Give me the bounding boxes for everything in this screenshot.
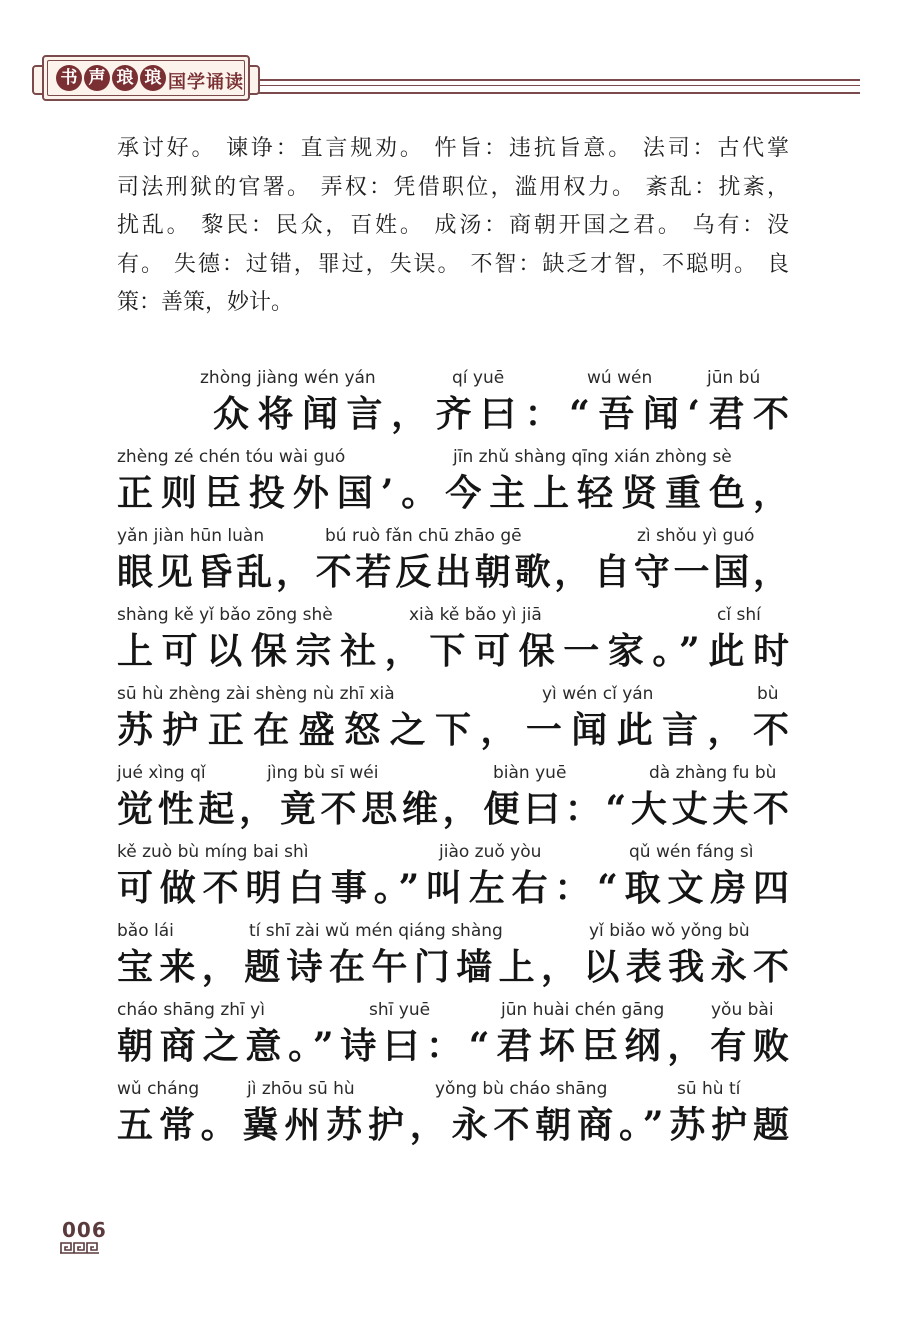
pinyin-group: yǒu bài — [711, 1000, 774, 1020]
pinyin-row — [117, 998, 789, 1022]
hanzi-row: 苏护正在盛怒之下，一闻此言，不 — [117, 709, 789, 751]
pinyin-group: jìng bù sī wéi — [267, 763, 379, 783]
pinyin-group: yǎn jiàn hūn luàn — [117, 526, 265, 546]
passage-line — [117, 603, 789, 682]
pinyin-group: bù — [757, 684, 779, 704]
passage-line — [117, 840, 789, 919]
logo-char: 琅 — [140, 65, 166, 91]
glossary-notes — [117, 130, 789, 323]
pinyin-group: dà zhàng fu bù — [649, 763, 777, 783]
notes-line: 扰乱。 黎民：民众，百姓。 成汤：商朝开国之君。 乌有：没 — [117, 213, 789, 238]
passage-line — [117, 682, 789, 761]
pinyin-group: yǒng bù cháo shāng — [435, 1079, 608, 1099]
scroll-cap-left — [32, 65, 44, 95]
pinyin-group: bú ruò fǎn chū zhāo gē — [325, 526, 522, 546]
hanzi-row: 宝来，题诗在午门墙上，以表我永不 — [117, 946, 789, 988]
pinyin-group: tí shī zài wǔ mén qiáng shàng — [249, 921, 503, 941]
notes-line: 策：善策，妙计。 — [117, 290, 294, 315]
hanzi-row: 五常。冀州苏护，永不朝商。”苏护题 — [117, 1104, 789, 1146]
pinyin-row — [117, 1077, 789, 1101]
hanzi-row: 正则臣投外国’。今主上轻贤重色， — [117, 472, 789, 514]
logo-char: 声 — [84, 65, 110, 91]
pinyin-group: wú wén — [587, 368, 653, 388]
hanzi-row: 众将闻言，齐曰：“吾闻‘君不 — [213, 393, 789, 435]
notes-line: 承讨好。 谏诤：直言规劝。 忤旨：违抗旨意。 法司：古代掌 — [117, 136, 789, 161]
passage-line — [117, 761, 789, 840]
pinyin-group: sū hù tí — [677, 1079, 741, 1099]
pinyin-group: shī yuē — [369, 1000, 431, 1020]
pinyin-group: jīn zhǔ shàng qīng xián zhòng sè — [453, 447, 732, 467]
pinyin-group: xià kě bǎo yì jiā — [409, 605, 542, 625]
pinyin-passage — [117, 366, 789, 1156]
pinyin-row — [117, 366, 789, 390]
passage-line — [117, 919, 789, 998]
pinyin-group: zhòng jiàng wén yán — [200, 368, 376, 388]
hanzi-row: 眼见昏乱，不若反出朝歌，自守一国， — [117, 551, 789, 593]
pinyin-row — [117, 603, 789, 627]
scroll-cap-right — [248, 65, 260, 95]
pinyin-group: jué xìng qǐ — [117, 763, 206, 783]
hanzi-row: 上可以保宗社，下可保一家。”此时 — [117, 630, 789, 672]
series-logo — [56, 65, 168, 91]
pinyin-group: jì zhōu sū hù — [247, 1079, 355, 1099]
pinyin-group: zì shǒu yì guó — [637, 526, 755, 546]
pinyin-group: kě zuò bù míng bai shì — [117, 842, 309, 862]
pinyin-group: wǔ cháng — [117, 1079, 200, 1099]
passage-line — [117, 1077, 789, 1156]
pinyin-group: cháo shāng zhī yì — [117, 1000, 265, 1020]
pinyin-row — [117, 919, 789, 943]
pinyin-group: jūn huài chén gāng — [501, 1000, 665, 1020]
series-title: 国学诵读 — [168, 72, 244, 93]
hanzi-row: 觉性起，竟不思维，便曰：“大丈夫不 — [117, 788, 789, 830]
logo-char: 琅 — [112, 65, 138, 91]
pinyin-group: yǐ biǎo wǒ yǒng bù — [589, 921, 750, 941]
pinyin-group: yì wén cǐ yán — [542, 684, 654, 704]
passage-line — [117, 524, 789, 603]
series-banner — [42, 55, 250, 101]
notes-line: 有。 失德：过错，罪过，失误。 不智：缺乏才智，不聪明。 良 — [117, 251, 789, 277]
logo-char: 书 — [56, 65, 82, 91]
pinyin-group: sū hù zhèng zài shèng nù zhī xià — [117, 684, 395, 704]
pinyin-row — [117, 840, 789, 864]
passage-line — [117, 998, 789, 1077]
fret-ornament-icon — [60, 1242, 100, 1254]
pinyin-row — [117, 524, 789, 548]
pinyin-group: jūn bú — [707, 368, 761, 388]
passage-line — [117, 366, 789, 445]
pinyin-group: qí yuē — [452, 368, 505, 388]
pinyin-row — [117, 761, 789, 785]
pinyin-row — [117, 445, 789, 469]
notes-line: 司法刑狱的官署。 弄权：凭借职位，滥用权力。 紊乱：扰紊， — [117, 174, 789, 200]
hanzi-row: 可做不明白事。”叫左右：“取文房四 — [117, 867, 789, 909]
pinyin-group: cǐ shí — [717, 605, 761, 625]
passage-line — [117, 445, 789, 524]
pinyin-group: shàng kě yǐ bǎo zōng shè — [117, 605, 333, 625]
page-number: 006 — [62, 1218, 107, 1242]
pinyin-group: jiào zuǒ yòu — [439, 842, 542, 862]
pinyin-group: qǔ wén fáng sì — [629, 842, 754, 862]
pinyin-group: biàn yuē — [493, 763, 567, 783]
pinyin-row — [117, 682, 789, 706]
hanzi-row: 朝商之意。”诗曰：“君坏臣纲，有败 — [117, 1025, 789, 1067]
pinyin-group: bǎo lái — [117, 921, 174, 941]
pinyin-group: zhèng zé chén tóu wài guó — [117, 447, 346, 467]
